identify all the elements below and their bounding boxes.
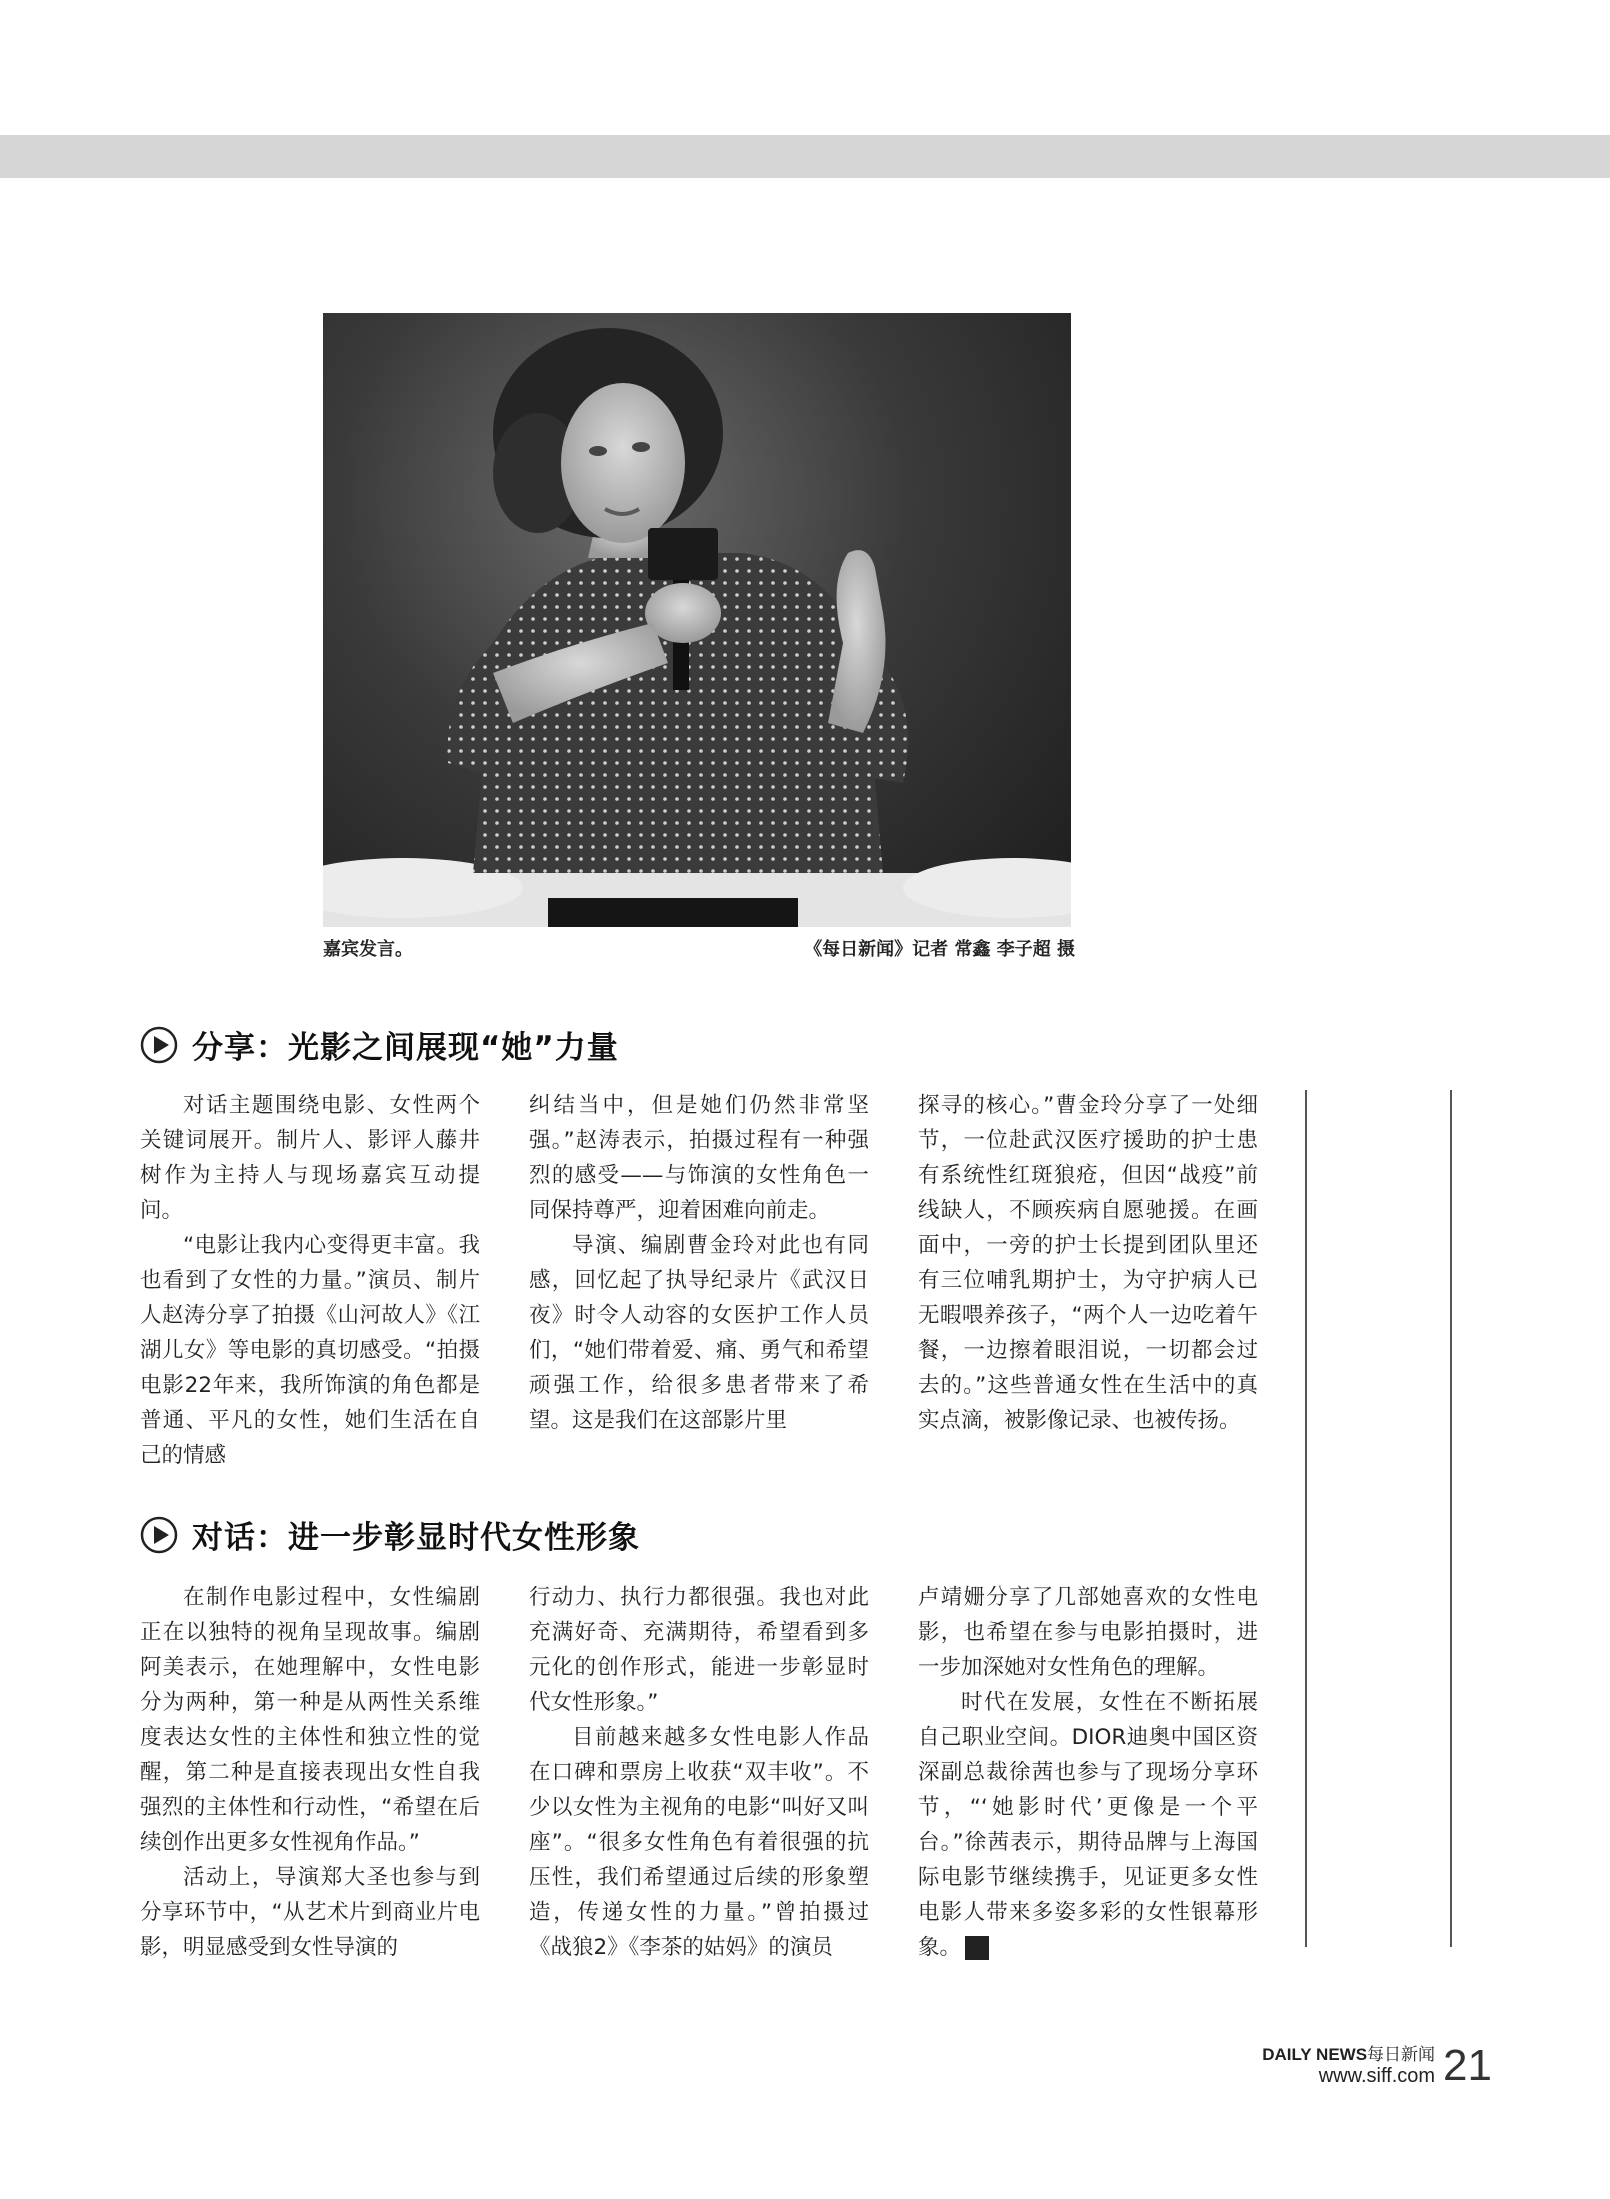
article-column <box>140 1088 480 1473</box>
brand-line <box>1262 2040 1435 2065</box>
section-heading-share <box>140 1022 619 1067</box>
paragraph: 行动力、执行力都很强。我也对此充满好奇、充满期待，希望看到多元化的创作形式，能进一步彰显时代女性形象。” <box>529 1585 869 1715</box>
footer-url: www.siff.com <box>1318 2065 1436 2087</box>
article-column <box>918 1088 1258 1438</box>
play-circle-icon <box>140 1026 178 1064</box>
paragraph: 活动上，导演郑大圣也参与到分享环节中，“从艺术片到商业片电影，明显感受到女性导演的 <box>140 1865 480 1960</box>
end-mark-icon: T <box>965 1936 989 1960</box>
brand-cn: 每日新闻 <box>1367 2045 1436 2064</box>
footer-brand <box>1262 2040 1435 2088</box>
paragraph: 在制作电影过程中，女性编剧正在以独特的视角呈现故事。编剧阿美表示，在她理解中，女性电影分为两种，第一种是从两性关系维度表达女性的主体性和独立性的觉醒，第二种是直接表现出女性自我强烈的主体性和行动性，“希望在后续创作出更多女性视角作品。” <box>140 1585 480 1855</box>
article-column <box>529 1088 869 1438</box>
column-divider <box>1450 1090 1452 1947</box>
brand-en: DAILY NEWS <box>1262 2045 1368 2064</box>
paragraph: “电影让我内心变得更丰富。我也看到了女性的力量。”演员、制片人赵涛分享了拍摄《山河故人》《江湖儿女》等电影的真切感受。“拍摄电影22年来，我所饰演的角色都是普通、平凡的女性，她们生活在自己的情感 <box>140 1233 480 1468</box>
photo-caption: 嘉宾发言。 <box>323 939 413 960</box>
paragraph: 纠结当中，但是她们仍然非常坚强。”赵涛表示，拍摄过程有一种强烈的感受——与饰演的女性角色一同保持尊严，迎着困难向前走。 <box>529 1093 869 1223</box>
section-heading-text: 对话：进一步彰显时代女性形象 <box>192 1520 640 1556</box>
page-number: 21 <box>1443 2041 1492 2090</box>
speaker-photo <box>323 313 1071 927</box>
paragraph <box>918 1685 1258 1965</box>
section-heading-text: 分享：光影之间展现“她”力量 <box>192 1030 619 1066</box>
paragraph: 卢靖姗分享了几部她喜欢的女性电影，也希望在参与电影拍摄时，进一步加深她对女性角色的理解。 <box>918 1585 1258 1680</box>
article-column <box>140 1580 480 1965</box>
paragraph: 导演、编剧曹金玲对此也有同感，回忆起了执导纪录片《武汉日夜》时令人动容的女医护工作人员们，“她们带着爱、痛、勇气和希望顽强工作，给很多患者带来了希望。这是我们在这部影片里 <box>529 1233 869 1433</box>
article-column <box>529 1580 869 1965</box>
section-heading-dialogue <box>140 1512 640 1557</box>
paragraph-text: 时代在发展，女性在不断拓展自己职业空间。DIOR迪奥中国区资深副总裁徐茜也参与了现场分享环节，“‘她影时代’更像是一个平台。”徐茜表示，期待品牌与上海国际电影节继续携手，见证更多女性电影人带来多姿多彩的女性银幕形象。 <box>918 1690 1258 1960</box>
paragraph: 对话主题围绕电影、女性两个关键词展开。制片人、影评人藤井树作为主持人与现场嘉宾互动提问。 <box>140 1093 480 1223</box>
top-gray-band <box>0 135 1610 178</box>
play-circle-icon <box>140 1516 178 1554</box>
article-column <box>918 1580 1258 1965</box>
photo-credit: 《每日新闻》记者 常鑫 李子超 摄 <box>804 939 1075 960</box>
column-divider <box>1305 1090 1307 1947</box>
speaker-illustration <box>323 313 1071 927</box>
page-footer <box>1262 2040 1492 2088</box>
paragraph: 目前越来越多女性电影人作品在口碑和票房上收获“双丰收”。不少以女性为主视角的电影“叫好又叫座”。“很多女性角色有着很强的抗压性，我们希望通过后续的形象塑造，传递女性的力量。”曾拍摄过《战狼2》《李茶的姑妈》的演员 <box>529 1725 869 1960</box>
paragraph: 探寻的核心。”曹金玲分享了一处细节，一位赴武汉医疗援助的护士患有系统性红斑狼疮，但因“战疫”前线缺人，不顾疾病自愿驰援。在画面中，一旁的护士长提到团队里还有三位哺乳期护士，为守护病人已无暇喂养孩子，“两个人一边吃着午餐，一边擦着眼泪说，一切都会过去的。”这些普通女性在生活中的真实点滴，被影像记录、也被传扬。 <box>918 1093 1258 1433</box>
